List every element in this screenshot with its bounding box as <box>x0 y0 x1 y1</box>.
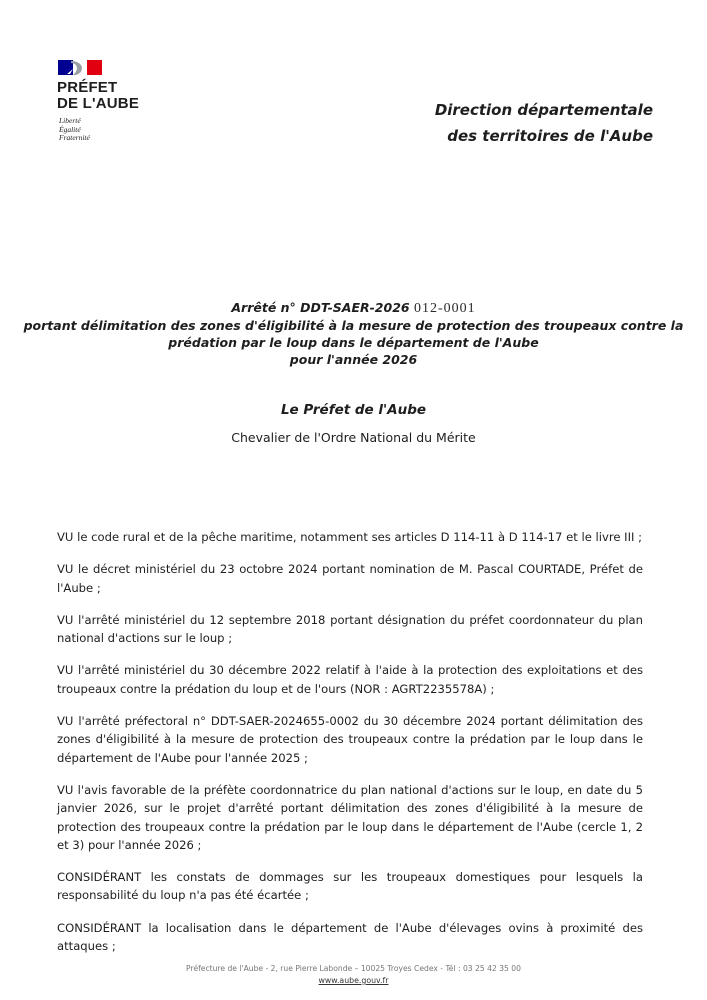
visa-decret-nomination: VU le décret ministériel du 23 octobre 2024 portant nomination de M. Pascal COURTADE, Préfet de l'Aube ; <box>57 562 643 595</box>
motto-liberte: Liberté <box>59 116 81 125</box>
visa-code-rural: VU le code rural et de la pêche maritime, notamment ses articles D 114-11 à D 114-17 et le livre III ; <box>57 530 642 544</box>
prefecture-line-2: DE L'AUBE <box>57 95 140 112</box>
motto-fraternite: Fraternité <box>59 133 90 143</box>
prefecture-name <box>57 80 139 112</box>
visa-avis-favorable: VU l'avis favorable de la préfète coordonnatrice du plan national d'actions sur le loup, en date du 5 janvier 2026, sur le projet d'arrêté portant délimitation des zones d'éligibilité à la mesure de protection des troupeaux contre la prédation par le loup dans le département de l'Aube (cercle 1, 2 et 3) pour l'année 2026 ; <box>57 782 643 852</box>
visa-arrete-prefectoral-2024: VU l'arrêté préfectoral n° DDT-SAER-2024655-0002 du 30 décembre 2024 portant délimitation des zones d'éligibilité à la mesure de protection des troupeaux contre la prédation par le loup dans le département de l'Aube pour l'année 2025 ; <box>57 714 643 765</box>
signatory-distinction: Chevalier de l'Ordre National du Mérite <box>231 430 476 445</box>
visa-arrete-2022: VU l'arrêté ministériel du 30 décembre 2022 relatif à l'aide à la protection des exploitations et des troupeaux contre la prédation du loup et de l'ours (NOR : AGRT2235578A) ; <box>57 663 643 696</box>
decree-body <box>57 528 643 969</box>
decree-subject-line-2: prédation par le loup dans le département de l'Aube <box>168 335 539 350</box>
decree-number-line <box>0 299 707 317</box>
republic-motto <box>59 117 90 143</box>
signatory-name: Le Préfet de l'Aube <box>280 402 427 418</box>
marianne-logo <box>58 58 102 77</box>
direction-line-1: Direction départementale <box>434 101 653 119</box>
footer-website-link[interactable]: www.aube.gouv.fr <box>318 976 389 985</box>
decree-subject-line-1: portant délimitation des zones d'éligibilité à la mesure de protection des troupeaux contre la <box>23 318 684 333</box>
issuing-direction <box>435 97 653 149</box>
direction-line-2: des territoires de l'Aube <box>447 127 653 145</box>
visa-arrete-2018: VU l'arrêté ministériel du 12 septembre 2018 portant désignation du préfet coordonnateur du plan national d'actions sur le loup ; <box>57 612 643 646</box>
prefecture-line-1: PRÉFET <box>57 79 118 96</box>
decree-number-prefix: Arrêté n° DDT-SAER-2026 <box>231 300 410 315</box>
considerant-localisation: CONSIDÉRANT la localisation dans le département de l'Aube d'élevages ovins à proximité des attaques ; <box>57 920 643 954</box>
considerant-constats: CONSIDÉRANT les constats de dommages sur les troupeaux domestiques pour lesquels la responsabilité du loup n'a pas été écartée ; <box>57 870 643 903</box>
footer-address: Préfecture de l'Aube - 2, rue Pierre Labonde – 10025 Troyes Cedex - Tél : 03 25 42 35 00 <box>186 964 521 973</box>
motto-egalite: Égalité <box>59 124 81 134</box>
page-footer <box>0 963 707 987</box>
decree-title <box>0 299 707 368</box>
decree-year: pour l'année 2026 <box>289 352 418 367</box>
handwritten-decree-number: 012-0001 <box>413 301 476 316</box>
